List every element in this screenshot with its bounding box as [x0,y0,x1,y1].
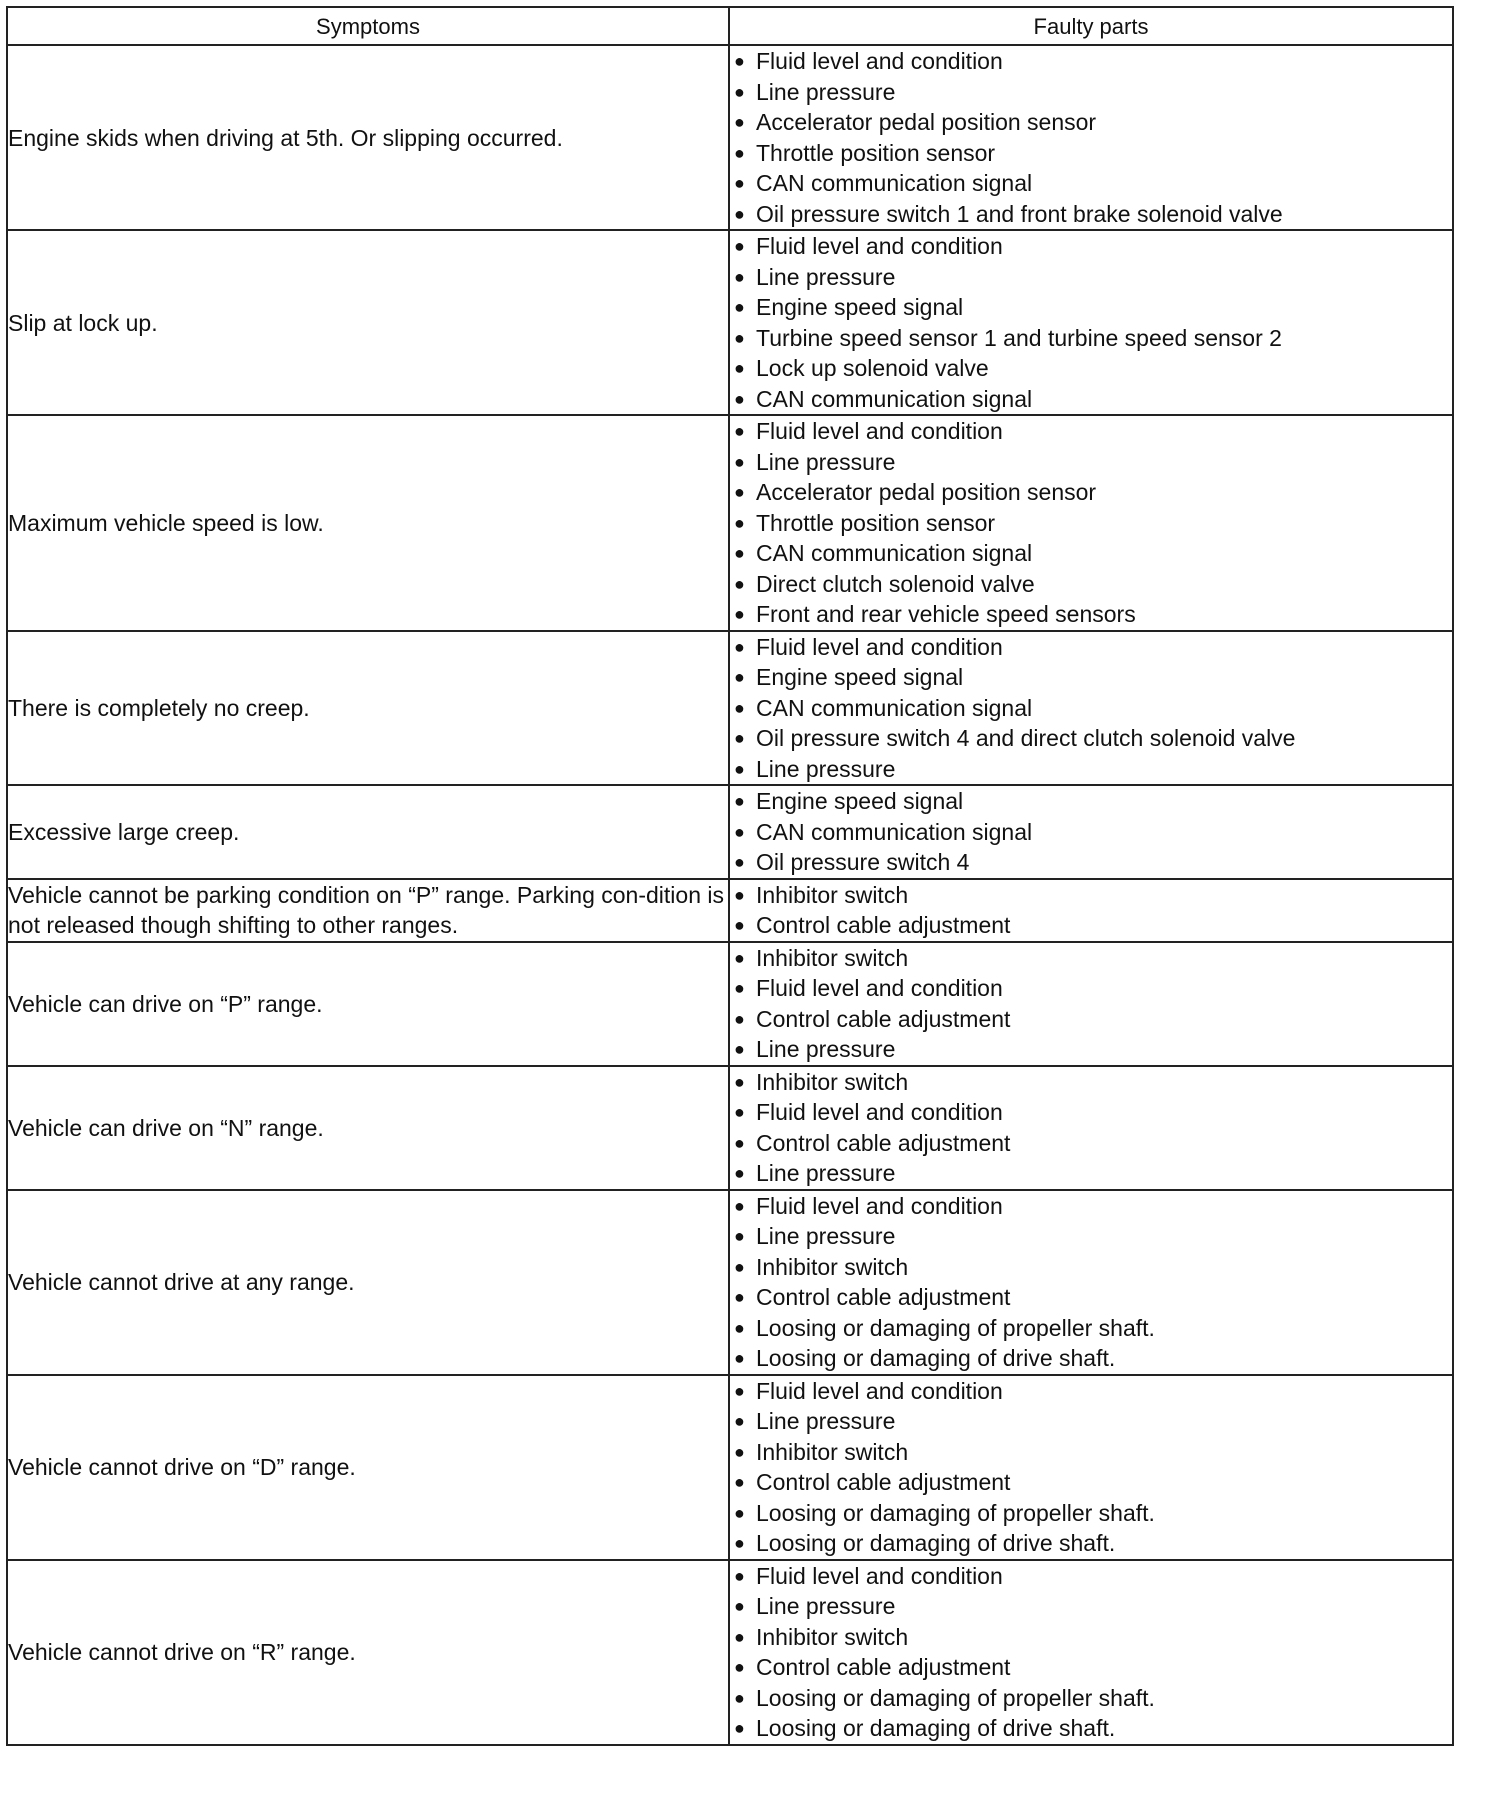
faulty-part-label: Line pressure [756,1160,896,1186]
bullet-icon: ● [734,1657,745,1677]
faulty-parts-cell [729,1375,1453,1560]
list-item [730,1528,1452,1559]
faulty-part-label: Loosing or damaging of propeller shaft. [756,1684,1155,1711]
list-item [730,1034,1452,1065]
table-header-row [7,7,1453,45]
faulty-part-label: Engine speed signal [756,788,964,814]
list-item [730,1652,1452,1683]
faulty-part-label: Line pressure [756,78,896,105]
faulty-part-label: Line pressure [756,263,896,290]
table-row [7,1560,1453,1745]
faulty-part-label: Lock up solenoid valve [756,355,989,381]
header-symptoms: Symptoms [7,7,729,45]
bullet-icon: ● [734,1163,745,1183]
table-row [7,45,1453,230]
symptom-cell: Vehicle cannot be parking condition on “P” range. Parking con-dition is not released though shifting to other ranges. [7,879,729,942]
bullet-icon: ● [734,636,745,657]
faulty-part-label: CAN communication signal [756,170,1033,196]
bullet-icon: ● [734,1226,745,1246]
faulty-part-label: Inhibitor switch [756,1253,909,1280]
bullet-icon: ● [734,236,745,256]
faulty-parts-list [730,632,1452,785]
list-item [730,1282,1452,1313]
faulty-part-label: Fluid level and condition [756,1192,1003,1219]
faulty-part-label: Fluid level and condition [756,233,1003,259]
list-item [730,168,1452,199]
faulty-part-label: Throttle position sensor [756,509,996,536]
list-item [730,973,1452,1004]
list-item [730,77,1452,108]
bullet-icon: ● [734,947,745,968]
bullet-icon: ● [734,1287,745,1307]
bullet-icon: ● [734,51,745,71]
faulty-part-label: Inhibitor switch [756,1068,909,1095]
faulty-parts-list [730,1067,1452,1189]
symptom-cell: Slip at lock up. [7,230,729,415]
faulty-part-label: Fluid level and condition [756,633,1003,660]
list-item [730,1191,1452,1222]
bullet-icon: ● [734,667,745,687]
bullet-icon: ● [734,1256,745,1277]
faulty-parts-list [730,1561,1452,1744]
table-row [7,942,1453,1066]
list-item [730,662,1452,693]
faulty-part-label: Control cable adjustment [756,1129,1011,1156]
list-item [730,384,1452,415]
list-item [730,508,1452,539]
faulty-parts-list [730,416,1452,630]
symptom-cell: Vehicle cannot drive on “R” range. [7,1560,729,1745]
faulty-part-label: CAN communication signal [756,385,1033,412]
bullet-icon: ● [734,482,745,502]
faulty-parts-cell [729,45,1453,230]
bullet-icon: ● [734,915,745,935]
list-item [730,231,1452,262]
faulty-part-label: Engine speed signal [756,664,964,690]
table-row [7,415,1453,631]
list-item [730,847,1452,878]
list-item [730,1158,1452,1189]
bullet-icon: ● [734,1596,745,1616]
faulty-parts-cell [729,785,1453,879]
faulty-parts-list [730,1376,1452,1559]
table-row [7,631,1453,786]
faulty-parts-list [730,880,1452,941]
list-item [730,1252,1452,1283]
bullet-icon: ● [734,388,745,409]
list-item [730,754,1452,785]
header-faulty-parts: Faulty parts [729,7,1453,45]
bullet-icon: ● [734,266,745,287]
bullet-icon: ● [734,1008,745,1029]
faulty-parts-list [730,1191,1452,1374]
faulty-parts-cell [729,1190,1453,1375]
bullet-icon: ● [734,1411,745,1431]
faulty-part-label: Inhibitor switch [756,1438,909,1465]
faulty-part-label: CAN communication signal [756,818,1033,845]
faulty-part-label: Line pressure [756,755,896,782]
faulty-part-label: Control cable adjustment [756,1654,1011,1680]
faulty-part-label: Loosing or damaging of drive shaft. [756,1345,1116,1371]
list-item [730,569,1452,600]
list-item [730,1221,1452,1252]
list-item [730,1004,1452,1035]
faulty-parts-cell [729,942,1453,1066]
list-item [730,910,1452,941]
faulty-part-label: Inhibitor switch [756,944,909,971]
faulty-part-label: Accelerator pedal position sensor [756,109,1097,135]
bullet-icon: ● [734,543,745,563]
bullet-icon: ● [734,884,745,905]
list-item [730,1437,1452,1468]
table-row [7,230,1453,415]
table-row [7,879,1453,942]
bullet-icon: ● [734,81,745,102]
bullet-icon: ● [734,203,745,224]
list-item [730,292,1452,323]
faulty-part-label: Fluid level and condition [756,1377,1003,1404]
list-item [730,1591,1452,1622]
bullet-icon: ● [734,421,745,441]
list-item [730,1561,1452,1592]
table-row [7,1190,1453,1375]
faulty-part-label: Loosing or damaging of propeller shaft. [756,1499,1155,1526]
list-item [730,786,1452,817]
list-item [730,599,1452,630]
faulty-part-label: Front and rear vehicle speed sensors [756,601,1136,627]
bullet-icon: ● [734,791,745,811]
faulty-part-label: Fluid level and condition [756,1562,1003,1589]
faulty-part-label: Control cable adjustment [756,1284,1011,1310]
list-item [730,817,1452,848]
faulty-part-label: Fluid level and condition [756,975,1003,1001]
faulty-part-label: Loosing or damaging of propeller shaft. [756,1314,1155,1341]
bullet-icon: ● [734,852,745,872]
bullet-icon: ● [734,1348,745,1368]
bullet-icon: ● [734,1195,745,1216]
list-item [730,1467,1452,1498]
bullet-icon: ● [734,1626,745,1647]
faulty-parts-cell [729,879,1453,942]
bullet-icon: ● [734,573,745,594]
bullet-icon: ● [734,358,745,378]
faulty-part-label: Inhibitor switch [756,1623,909,1650]
faulty-parts-list [730,943,1452,1065]
bullet-icon: ● [734,1718,745,1738]
faulty-parts-cell [729,230,1453,415]
faulty-parts-cell [729,1560,1453,1745]
faulty-part-label: Loosing or damaging of drive shaft. [756,1715,1116,1741]
bullet-icon: ● [734,1102,745,1122]
list-item [730,1498,1452,1529]
faulty-parts-cell [729,1066,1453,1190]
faulty-part-label: Line pressure [756,448,896,475]
bullet-icon: ● [734,1565,745,1586]
bullet-icon: ● [734,1687,745,1708]
list-item [730,1097,1452,1128]
list-item [730,1376,1452,1407]
bullet-icon: ● [734,1472,745,1492]
list-item [730,138,1452,169]
symptom-cell: Excessive large creep. [7,785,729,879]
table-body [7,45,1453,1745]
list-item [730,1622,1452,1653]
bullet-icon: ● [734,1132,745,1153]
bullet-icon: ● [734,758,745,779]
faulty-part-label: Line pressure [756,1036,896,1062]
bullet-icon: ● [734,1380,745,1401]
list-item [730,1683,1452,1714]
list-item [730,632,1452,663]
faulty-part-label: Direct clutch solenoid valve [756,570,1035,597]
bullet-icon: ● [734,1317,745,1338]
faulty-part-label: Turbine speed sensor 1 and turbine speed sensor 2 [756,324,1282,351]
faulty-parts-list [730,786,1452,878]
list-item [730,107,1452,138]
faulty-part-label: Control cable adjustment [756,1005,1011,1032]
table-row [7,1066,1453,1190]
bullet-icon: ● [734,142,745,163]
bullet-icon: ● [734,173,745,193]
bullet-icon: ● [734,821,745,842]
list-item [730,323,1452,354]
faulty-parts-cell [729,415,1453,631]
list-item [730,477,1452,508]
faulty-part-label: Oil pressure switch 4 [756,849,970,875]
list-item [730,199,1452,230]
faulty-part-label: Oil pressure switch 1 and front brake solenoid valve [756,200,1283,227]
symptom-cell: Maximum vehicle speed is low. [7,415,729,631]
faulty-part-label: Throttle position sensor [756,139,996,166]
bullet-icon: ● [734,1071,745,1092]
symptom-cell: Vehicle cannot drive on “D” range. [7,1375,729,1560]
faulty-part-label: CAN communication signal [756,694,1033,721]
list-item [730,416,1452,447]
bullet-icon: ● [734,512,745,533]
bullet-icon: ● [734,112,745,132]
faulty-part-label: Fluid level and condition [756,418,1003,444]
list-item [730,693,1452,724]
bullet-icon: ● [734,1502,745,1523]
list-item [730,1313,1452,1344]
faulty-part-label: Line pressure [756,1408,896,1434]
bullet-icon: ● [734,1441,745,1462]
list-item [730,538,1452,569]
list-item [730,353,1452,384]
faulty-part-label: Line pressure [756,1593,896,1619]
faulty-part-label: Engine speed signal [756,294,964,320]
bullet-icon: ● [734,451,745,472]
bullet-icon: ● [734,1039,745,1059]
symptoms-table [6,6,1454,1746]
symptom-cell: Vehicle can drive on “P” range. [7,942,729,1066]
symptom-cell: Vehicle can drive on “N” range. [7,1066,729,1190]
symptom-cell: Vehicle cannot drive at any range. [7,1190,729,1375]
list-item [730,262,1452,293]
bullet-icon: ● [734,327,745,348]
list-item [730,880,1452,911]
list-item [730,1067,1452,1098]
faulty-parts-list [730,231,1452,414]
list-item [730,1713,1452,1744]
bullet-icon: ● [734,728,745,748]
list-item [730,46,1452,77]
faulty-parts-cell [729,631,1453,786]
faulty-part-label: Control cable adjustment [756,912,1011,938]
table-row [7,785,1453,879]
bullet-icon: ● [734,697,745,718]
list-item [730,943,1452,974]
bullet-icon: ● [734,978,745,998]
faulty-part-label: CAN communication signal [756,540,1033,566]
list-item [730,447,1452,478]
list-item [730,723,1452,754]
faulty-part-label: Fluid level and condition [756,48,1003,74]
list-item [730,1128,1452,1159]
faulty-part-label: Inhibitor switch [756,881,909,908]
faulty-part-label: Accelerator pedal position sensor [756,479,1097,505]
symptom-cell: There is completely no creep. [7,631,729,786]
list-item [730,1406,1452,1437]
faulty-part-label: Line pressure [756,1223,896,1249]
faulty-parts-list [730,46,1452,229]
faulty-part-label: Oil pressure switch 4 and direct clutch solenoid valve [756,725,1296,751]
table-row [7,1375,1453,1560]
faulty-part-label: Fluid level and condition [756,1099,1003,1125]
symptom-cell: Engine skids when driving at 5th. Or slipping occurred. [7,45,729,230]
bullet-icon: ● [734,297,745,317]
bullet-icon: ● [734,1533,745,1553]
faulty-part-label: Control cable adjustment [756,1469,1011,1495]
list-item [730,1343,1452,1374]
faulty-part-label: Loosing or damaging of drive shaft. [756,1530,1116,1556]
bullet-icon: ● [734,604,745,624]
